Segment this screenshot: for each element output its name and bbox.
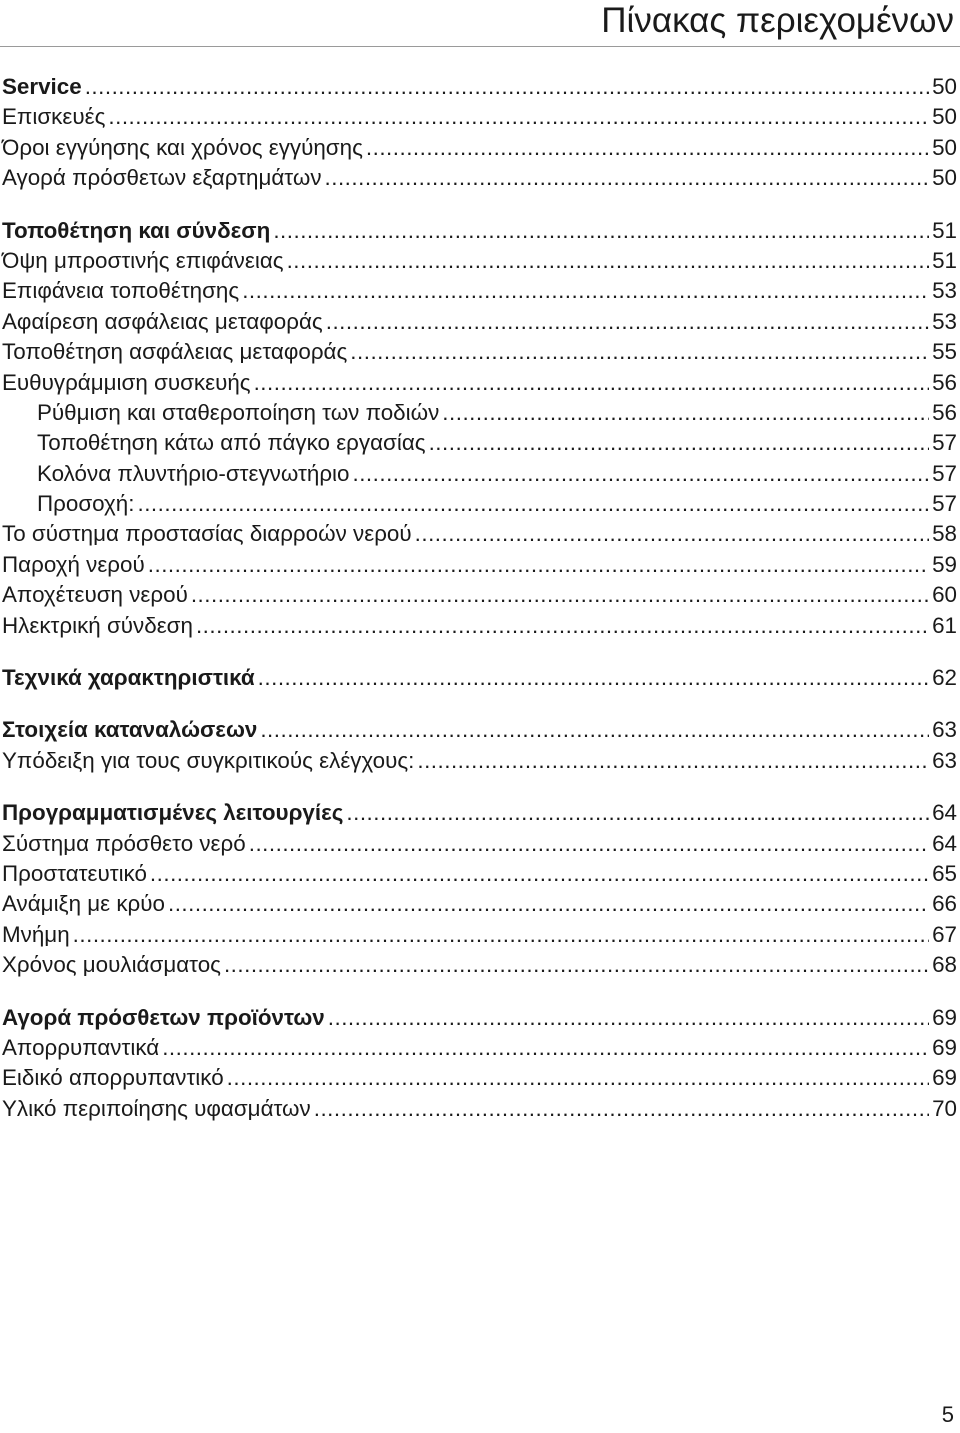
toc-entry-label: Επισκευές bbox=[2, 104, 106, 130]
toc-entry-page: 67 bbox=[932, 921, 957, 947]
toc-entry-label: Τοποθέτηση κάτω από πάγκο εργασίας bbox=[37, 430, 426, 456]
toc-leader-dots bbox=[191, 580, 929, 610]
toc-heading[interactable] bbox=[2, 663, 957, 693]
toc-entry-label: Το σύστημα προστασίας διαρροών νερού bbox=[2, 521, 412, 547]
header-divider bbox=[0, 46, 960, 47]
toc-heading[interactable] bbox=[2, 1003, 957, 1033]
toc-entry-page: 61 bbox=[932, 612, 957, 638]
toc-entry-page: 57 bbox=[932, 430, 957, 456]
toc-entry-page: 70 bbox=[932, 1095, 957, 1121]
toc-entry-label: Προστατευτικό bbox=[2, 860, 147, 886]
toc-entry[interactable] bbox=[2, 1094, 957, 1124]
toc-entry-label: Τοποθέτηση και σύνδεση bbox=[2, 217, 271, 243]
toc-heading[interactable] bbox=[2, 216, 957, 246]
toc-entry-page: 57 bbox=[932, 491, 957, 517]
toc-entry-page: 64 bbox=[932, 830, 957, 856]
toc-section-service bbox=[2, 72, 957, 194]
toc-subentry[interactable] bbox=[2, 489, 957, 519]
toc-entry-page: 65 bbox=[932, 860, 957, 886]
toc-leader-dots bbox=[196, 611, 929, 641]
toc-entry[interactable] bbox=[2, 859, 957, 889]
toc-entry-label: Προγραμματισμένες λειτουργίες bbox=[2, 800, 344, 826]
toc-entry[interactable] bbox=[2, 519, 957, 549]
toc-leader-dots bbox=[108, 102, 929, 132]
toc-entry-page: 50 bbox=[932, 74, 957, 99]
toc-leader-dots bbox=[328, 1003, 929, 1033]
toc-entry-page: 64 bbox=[932, 800, 957, 826]
toc-entry-page: 60 bbox=[932, 582, 957, 608]
toc-leader-dots bbox=[227, 1063, 929, 1093]
toc-entry[interactable] bbox=[2, 246, 957, 276]
toc-entry[interactable] bbox=[2, 1033, 957, 1063]
toc-heading[interactable] bbox=[2, 798, 957, 828]
toc-entry-page: 56 bbox=[932, 399, 957, 425]
toc-entry-label: Αγορά πρόσθετων προϊόντων bbox=[2, 1004, 325, 1030]
toc-leader-dots bbox=[162, 1033, 929, 1063]
toc-entry[interactable] bbox=[2, 337, 957, 367]
toc-leader-dots bbox=[415, 519, 929, 549]
toc-entry-page: 51 bbox=[932, 247, 957, 273]
toc-leader-dots bbox=[137, 489, 929, 519]
toc-entry-page: 63 bbox=[932, 747, 957, 773]
toc-leader-dots bbox=[148, 550, 929, 580]
toc-entry-label: Ειδικό απορρυπαντικό bbox=[2, 1065, 224, 1091]
toc-leader-dots bbox=[150, 859, 929, 889]
toc-entry-label: Service bbox=[2, 74, 82, 99]
toc-entry[interactable] bbox=[2, 920, 957, 950]
toc-entry-page: 57 bbox=[932, 460, 957, 486]
toc-entry-label: Τοποθέτηση ασφάλειας μεταφοράς bbox=[2, 339, 348, 365]
toc-entry[interactable] bbox=[2, 276, 957, 306]
toc-leader-dots bbox=[168, 889, 929, 919]
toc-entry-label: Σύστημα πρόσθετο νερό bbox=[2, 830, 246, 856]
toc-entry-page: 50 bbox=[932, 104, 957, 130]
page-number: 5 bbox=[941, 1402, 954, 1427]
toc-leader-dots bbox=[287, 246, 930, 276]
toc-entry-page: 53 bbox=[932, 278, 957, 304]
toc-section-technical bbox=[2, 663, 957, 693]
toc-entry[interactable] bbox=[2, 133, 957, 163]
toc-leader-dots bbox=[249, 829, 929, 859]
toc-leader-dots bbox=[326, 307, 929, 337]
toc-leader-dots bbox=[73, 920, 929, 950]
toc-entry[interactable] bbox=[2, 307, 957, 337]
toc-leader-dots bbox=[314, 1094, 929, 1124]
toc-entry-page: 50 bbox=[932, 165, 957, 191]
toc-entry[interactable] bbox=[2, 746, 957, 776]
toc-heading[interactable] bbox=[2, 72, 957, 102]
toc-leader-dots bbox=[325, 163, 930, 193]
toc-leader-dots bbox=[273, 216, 929, 246]
toc-entry-label: Επιφάνεια τοποθέτησης bbox=[2, 278, 240, 304]
table-of-contents bbox=[2, 72, 957, 1146]
toc-entry[interactable] bbox=[2, 829, 957, 859]
toc-entry-page: 69 bbox=[932, 1034, 957, 1060]
toc-entry-label: Ρύθμιση και σταθεροποίηση των ποδιών bbox=[37, 399, 440, 425]
toc-entry[interactable] bbox=[2, 580, 957, 610]
toc-entry-page: 55 bbox=[932, 339, 957, 365]
toc-subentry[interactable] bbox=[2, 428, 957, 458]
toc-entry-page: 51 bbox=[932, 217, 957, 243]
toc-leader-dots bbox=[346, 798, 929, 828]
toc-entry-label: Όροι εγγύησης και χρόνος εγγύησης bbox=[2, 134, 363, 160]
toc-entry-label: Αγορά πρόσθετων εξαρτημάτων bbox=[2, 165, 322, 191]
toc-entry[interactable] bbox=[2, 611, 957, 641]
toc-section-programmed-functions bbox=[2, 798, 957, 980]
toc-leader-dots bbox=[429, 428, 930, 458]
toc-entry[interactable] bbox=[2, 368, 957, 398]
toc-entry[interactable] bbox=[2, 550, 957, 580]
toc-entry-label: Αφαίρεση ασφάλειας μεταφοράς bbox=[2, 308, 323, 334]
toc-entry-page: 68 bbox=[932, 952, 957, 978]
toc-entry-page: 63 bbox=[932, 717, 957, 743]
toc-entry-label: Χρόνος μουλιάσματος bbox=[2, 952, 221, 978]
toc-entry-page: 50 bbox=[932, 134, 957, 160]
toc-leader-dots bbox=[242, 276, 929, 306]
toc-entry-label: Προσοχή: bbox=[37, 491, 135, 517]
toc-entry-page: 69 bbox=[932, 1004, 957, 1030]
toc-entry-page: 59 bbox=[932, 551, 957, 577]
toc-entry[interactable] bbox=[2, 102, 957, 132]
toc-leader-dots bbox=[254, 368, 930, 398]
toc-entry[interactable] bbox=[2, 950, 957, 980]
toc-entry-label: Τεχνικά χαρακτηριστικά bbox=[2, 665, 255, 691]
toc-leader-dots bbox=[260, 715, 929, 745]
toc-entry-label: Ανάμιξη με κρύο bbox=[2, 891, 165, 917]
toc-leader-dots bbox=[442, 398, 929, 428]
toc-section-consumption bbox=[2, 715, 957, 776]
toc-entry-page: 62 bbox=[932, 665, 957, 691]
toc-leader-dots bbox=[350, 337, 929, 367]
toc-entry[interactable] bbox=[2, 163, 957, 193]
toc-leader-dots bbox=[366, 133, 929, 163]
toc-entry-page: 69 bbox=[932, 1065, 957, 1091]
toc-leader-dots bbox=[258, 663, 929, 693]
toc-heading[interactable] bbox=[2, 715, 957, 745]
toc-entry-label: Ευθυγράμμιση συσκευής bbox=[2, 369, 251, 395]
toc-entry-page: 53 bbox=[932, 308, 957, 334]
page-title: Πίνακας περιεχομένων bbox=[601, 1, 954, 40]
toc-entry-label: Απορρυπαντικά bbox=[2, 1034, 160, 1060]
toc-entry-label: Υπόδειξη για τους συγκριτικούς ελέγχους: bbox=[2, 747, 415, 773]
toc-entry-label: Στοιχεία καταναλώσεων bbox=[2, 717, 258, 743]
toc-section-additional-products bbox=[2, 1003, 957, 1125]
toc-leader-dots bbox=[417, 746, 929, 776]
toc-entry[interactable] bbox=[2, 889, 957, 919]
toc-entry-page: 56 bbox=[932, 369, 957, 395]
toc-entry-label: Ηλεκτρική σύνδεση bbox=[2, 612, 193, 638]
toc-section-installation bbox=[2, 216, 957, 641]
toc-entry-label: Υλικό περιποίησης υφασμάτων bbox=[2, 1095, 311, 1121]
toc-entry-page: 66 bbox=[932, 891, 957, 917]
toc-entry-label: Αποχέτευση νερού bbox=[2, 582, 188, 608]
toc-subentry[interactable] bbox=[2, 398, 957, 428]
toc-entry-page: 58 bbox=[932, 521, 957, 547]
toc-entry-label: Όψη μπροστινής επιφάνειας bbox=[2, 247, 284, 273]
toc-leader-dots bbox=[224, 950, 929, 980]
toc-subentry[interactable] bbox=[2, 459, 957, 489]
toc-leader-dots bbox=[85, 72, 929, 102]
toc-entry[interactable] bbox=[2, 1063, 957, 1093]
toc-entry-label: Παροχή νερού bbox=[2, 551, 145, 577]
toc-entry-label: Κολόνα πλυντήριο-στεγνωτήριο bbox=[37, 460, 350, 486]
toc-entry-label: Μνήμη bbox=[2, 921, 70, 947]
toc-leader-dots bbox=[352, 459, 929, 489]
